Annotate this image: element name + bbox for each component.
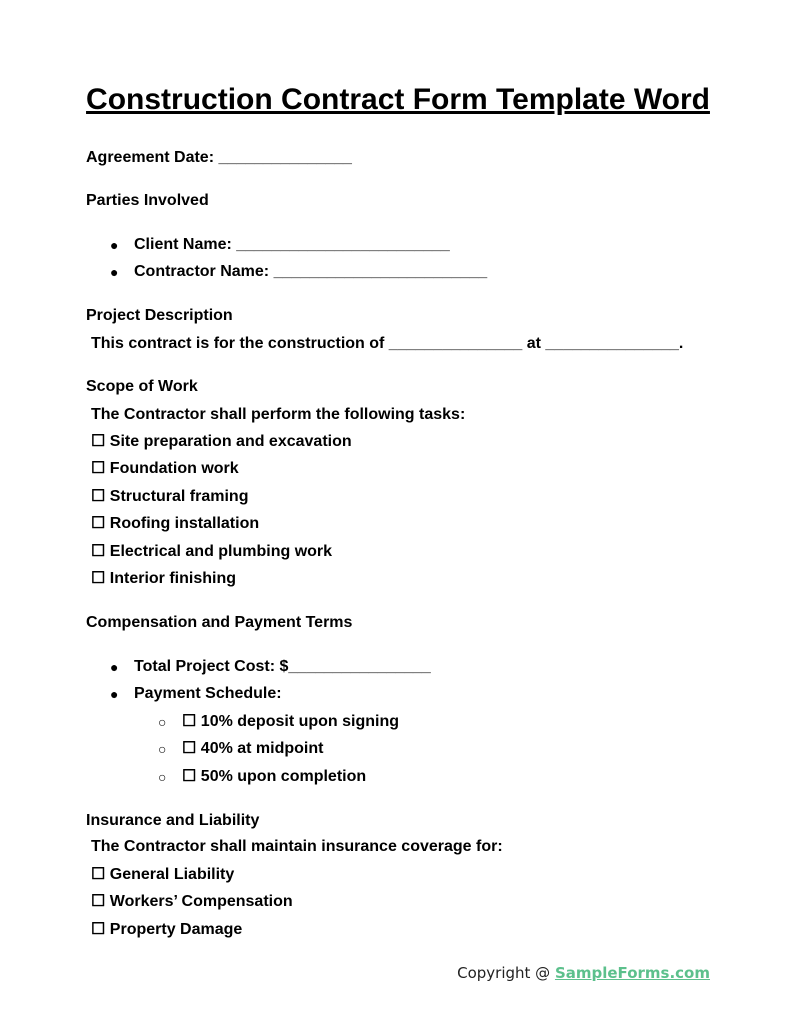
compensation-heading: Compensation and Payment Terms xyxy=(86,614,353,631)
payment-checkbox[interactable]: ☐ 50% upon completion xyxy=(182,768,367,785)
project-heading: Project Description xyxy=(86,307,233,324)
scope-intro: The Contractor shall perform the following tasks: xyxy=(91,406,466,423)
contractor-name-field: Contractor Name: ________________________ xyxy=(134,263,488,280)
payment-schedule-label: Payment Schedule: xyxy=(134,685,282,702)
bullet-icon: ● xyxy=(110,686,119,702)
client-name-field: Client Name: ________________________ xyxy=(134,236,450,253)
task-checkbox[interactable]: ☐ Foundation work xyxy=(91,460,239,477)
task-checkbox[interactable]: ☐ Site preparation and excavation xyxy=(91,433,352,450)
project-text: This contract is for the construction of _______________ at _______________. xyxy=(91,335,684,352)
insurance-heading: Insurance and Liability xyxy=(86,812,260,829)
payment-checkbox[interactable]: ☐ 10% deposit upon signing xyxy=(182,713,400,730)
task-checkbox[interactable]: ☐ Roofing installation xyxy=(91,515,260,532)
circle-bullet-icon: ○ xyxy=(158,741,167,757)
insurance-checkbox[interactable]: ☐ Workers’ Compensation xyxy=(91,893,293,910)
agreement-date-field: Agreement Date: _______________ xyxy=(86,149,352,166)
circle-bullet-icon: ○ xyxy=(158,769,167,785)
insurance-intro: The Contractor shall maintain insurance coverage for: xyxy=(91,838,503,855)
sampleforms-link[interactable]: SampleForms.com xyxy=(554,964,710,982)
bullet-icon: ● xyxy=(110,237,119,253)
scope-heading: Scope of Work xyxy=(86,378,198,395)
copyright-text: Copyright @ xyxy=(457,964,555,982)
parties-heading: Parties Involved xyxy=(86,192,209,209)
bullet-icon: ● xyxy=(110,659,119,675)
circle-bullet-icon: ○ xyxy=(158,714,167,730)
task-checkbox[interactable]: ☐ Interior finishing xyxy=(91,570,237,587)
bullet-icon: ● xyxy=(110,264,119,280)
copyright-footer xyxy=(457,963,710,983)
page-title: Construction Contract Form Template Word xyxy=(86,83,710,116)
total-cost-field: Total Project Cost: $________________ xyxy=(134,658,431,675)
insurance-checkbox[interactable]: ☐ General Liability xyxy=(91,866,235,883)
task-checkbox[interactable]: ☐ Structural framing xyxy=(91,488,249,505)
insurance-checkbox[interactable]: ☐ Property Damage xyxy=(91,921,243,938)
payment-checkbox[interactable]: ☐ 40% at midpoint xyxy=(182,740,324,757)
task-checkbox[interactable]: ☐ Electrical and plumbing work xyxy=(91,543,333,560)
